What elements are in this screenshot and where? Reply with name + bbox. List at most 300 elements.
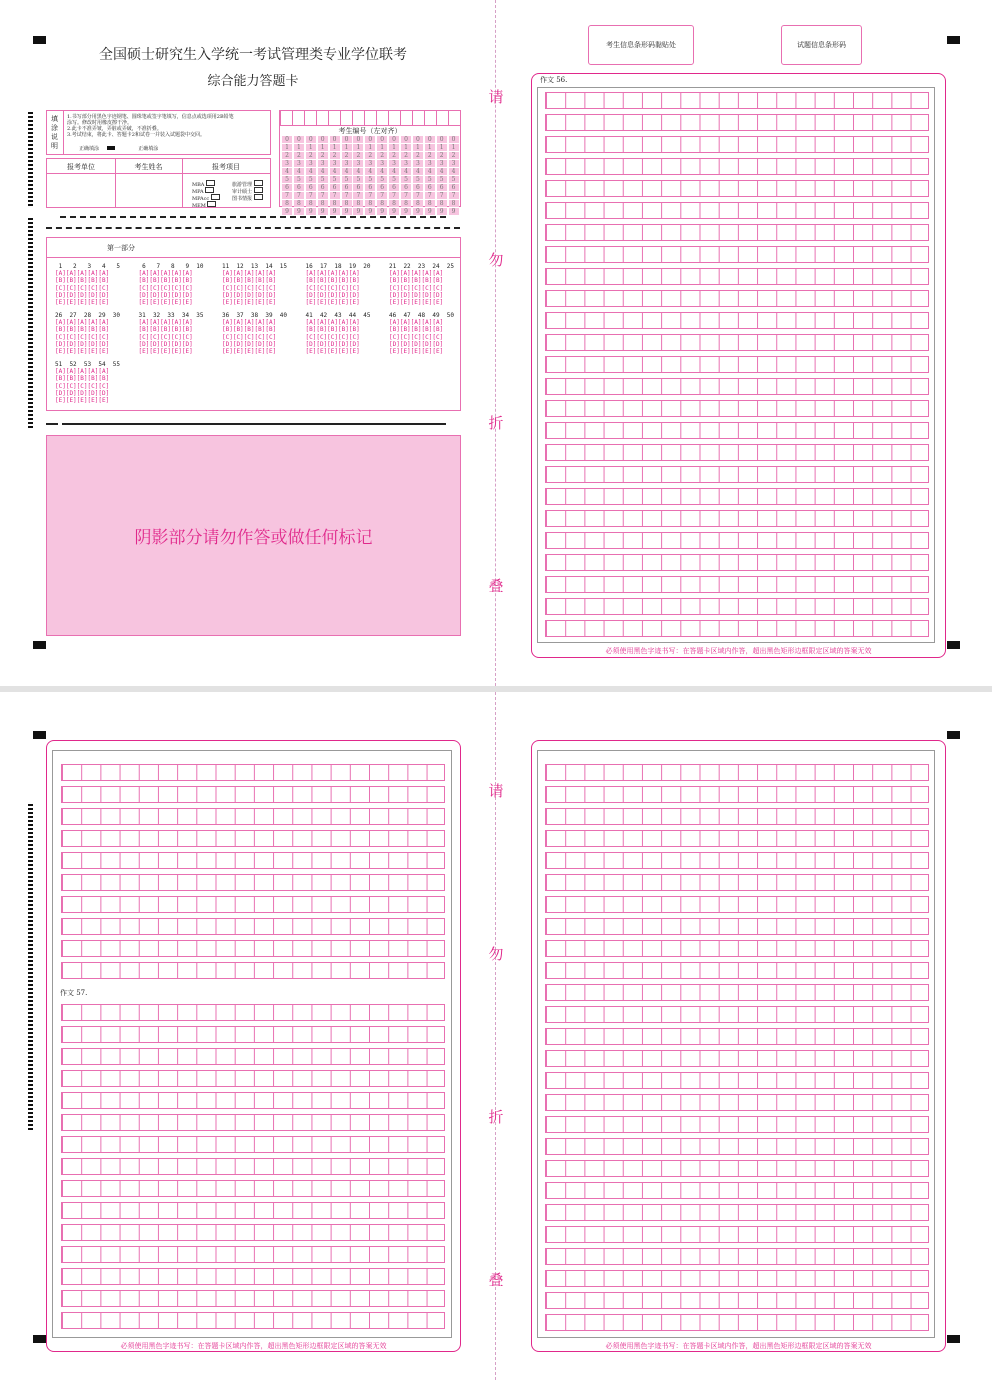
choice-row[interactable]: [B][B][B][B][B]	[222, 277, 277, 285]
grid-row[interactable]	[61, 808, 445, 825]
grid-row[interactable]	[545, 918, 929, 935]
exam-id-digit[interactable]: 9	[330, 208, 340, 216]
grid-row[interactable]	[545, 940, 929, 957]
grid-row[interactable]	[545, 532, 929, 549]
project-option[interactable]: MBA	[192, 180, 220, 187]
project-option[interactable]: 审计硕士	[232, 187, 263, 194]
exam-id-digit[interactable]: 8	[413, 200, 423, 208]
exam-id-digit[interactable]: 8	[449, 200, 459, 208]
exam-id-digit[interactable]: 8	[425, 200, 435, 208]
grid-row[interactable]	[545, 1072, 929, 1089]
exam-id-digit[interactable]: 5	[365, 176, 375, 184]
grid-row[interactable]	[61, 786, 445, 803]
choice-row[interactable]: [D][D][D][D][D]	[305, 291, 360, 299]
choice-row[interactable]: [E][E][E][E][E]	[222, 348, 277, 356]
exam-id-digit[interactable]: 7	[425, 192, 435, 200]
project-option[interactable]: 旅游管理	[232, 180, 263, 187]
grid-row[interactable]	[61, 1246, 445, 1263]
choice-row[interactable]: [D][D][D][D][D]	[389, 291, 444, 299]
exam-id-digit[interactable]: 5	[437, 176, 447, 184]
exam-id-digit[interactable]: 1	[306, 144, 316, 152]
exam-id-digit[interactable]: 3	[377, 160, 387, 168]
exam-id-digit[interactable]: 8	[306, 200, 316, 208]
choice-row[interactable]: [A][A][A][A][A]	[389, 319, 444, 327]
exam-id-digit[interactable]: 2	[449, 152, 459, 160]
exam-id-digit[interactable]: 5	[377, 176, 387, 184]
exam-id-digit[interactable]: 0	[282, 136, 292, 144]
exam-id-digit[interactable]: 0	[353, 136, 363, 144]
grid-row[interactable]	[545, 1050, 929, 1067]
choice-row[interactable]: [B][B][B][B][B]	[389, 277, 444, 285]
choice-row[interactable]: [B][B][B][B][B]	[389, 326, 444, 334]
choice-row[interactable]: [A][A][A][A][A]	[55, 270, 110, 278]
grid-row[interactable]	[61, 940, 445, 957]
exam-id-digit[interactable]: 3	[389, 160, 399, 168]
exam-id-digit[interactable]: 1	[401, 144, 411, 152]
exam-id-digit[interactable]: 1	[342, 144, 352, 152]
project-option[interactable]: MEM	[192, 201, 220, 208]
exam-id-digit[interactable]: 0	[449, 136, 459, 144]
grid-row[interactable]	[61, 1114, 445, 1131]
exam-id-digit[interactable]: 2	[282, 152, 292, 160]
exam-id-digit-column[interactable]	[353, 136, 363, 216]
exam-id-digit[interactable]: 5	[282, 176, 292, 184]
exam-id-digit[interactable]: 8	[282, 200, 292, 208]
exam-id-digit[interactable]: 9	[425, 208, 435, 216]
grid-row[interactable]	[61, 1048, 445, 1065]
exam-id-digit[interactable]: 7	[282, 192, 292, 200]
exam-id-digit[interactable]: 2	[413, 152, 423, 160]
choice-row[interactable]: [D][D][D][D][D]	[222, 340, 277, 348]
exam-id-digit[interactable]: 8	[294, 200, 304, 208]
exam-id-digit[interactable]: 0	[294, 136, 304, 144]
grid-row[interactable]	[61, 1290, 445, 1307]
exam-id-digit-column[interactable]	[377, 136, 387, 216]
exam-id-digit[interactable]: 7	[330, 192, 340, 200]
grid-row[interactable]	[545, 984, 929, 1001]
choice-row[interactable]: [C][C][C][C][C]	[55, 382, 110, 390]
choice-row[interactable]: [A][A][A][A][A]	[138, 270, 193, 278]
choice-row[interactable]: [D][D][D][D][D]	[55, 291, 110, 299]
grid-row[interactable]	[545, 400, 929, 417]
exam-id-digit[interactable]: 2	[389, 152, 399, 160]
choice-row[interactable]: [B][B][B][B][B]	[55, 277, 110, 285]
choice-row[interactable]: [E][E][E][E][E]	[389, 299, 444, 307]
exam-id-digit[interactable]: 7	[306, 192, 316, 200]
exam-id-digit[interactable]: 4	[282, 168, 292, 176]
exam-id-digit[interactable]: 6	[365, 184, 375, 192]
grid-row[interactable]	[61, 874, 445, 891]
grid-row[interactable]	[545, 1094, 929, 1111]
exam-id-digit[interactable]: 1	[449, 144, 459, 152]
grid-row[interactable]	[545, 1182, 929, 1199]
choice-row[interactable]: [E][E][E][E][E]	[55, 397, 110, 405]
exam-id-digit[interactable]: 1	[425, 144, 435, 152]
exam-id-digit[interactable]: 0	[389, 136, 399, 144]
exam-id-digit[interactable]: 6	[413, 184, 423, 192]
exam-id-digit[interactable]: 9	[413, 208, 423, 216]
exam-id-digit[interactable]: 7	[353, 192, 363, 200]
choice-row[interactable]: [E][E][E][E][E]	[138, 299, 193, 307]
grid-row[interactable]	[545, 356, 929, 373]
choice-row[interactable]: [D][D][D][D][D]	[138, 291, 193, 299]
exam-id-digit[interactable]: 9	[449, 208, 459, 216]
exam-id-digit[interactable]: 4	[306, 168, 316, 176]
exam-id-digit-column[interactable]	[425, 136, 435, 216]
exam-id-digit[interactable]: 4	[342, 168, 352, 176]
exam-id-digit[interactable]: 5	[330, 176, 340, 184]
grid-row[interactable]	[61, 1004, 445, 1021]
exam-id-digit[interactable]: 4	[401, 168, 411, 176]
grid-row[interactable]	[545, 378, 929, 395]
exam-id-digit[interactable]: 9	[377, 208, 387, 216]
grid-row[interactable]	[545, 808, 929, 825]
exam-id-digit[interactable]: 1	[282, 144, 292, 152]
exam-id-digit[interactable]: 8	[377, 200, 387, 208]
choice-row[interactable]: [D][D][D][D][D]	[222, 291, 277, 299]
exam-id-digit[interactable]: 3	[401, 160, 411, 168]
grid-row[interactable]	[545, 202, 929, 219]
project-option[interactable]: MPAcc	[192, 194, 220, 201]
grid-row[interactable]	[61, 1092, 445, 1109]
exam-id-digit[interactable]: 9	[342, 208, 352, 216]
exam-id-digit[interactable]: 9	[294, 208, 304, 216]
choice-row[interactable]: [D][D][D][D][D]	[55, 340, 110, 348]
exam-id-digit[interactable]: 0	[330, 136, 340, 144]
grid-row[interactable]	[545, 620, 929, 637]
grid-row[interactable]	[545, 1160, 929, 1177]
grid-row[interactable]	[545, 962, 929, 979]
exam-id-digit[interactable]: 0	[425, 136, 435, 144]
choice-row[interactable]: [A][A][A][A][A]	[222, 270, 277, 278]
exam-id-digit[interactable]: 9	[401, 208, 411, 216]
exam-id-digit[interactable]: 8	[353, 200, 363, 208]
choice-row[interactable]: [E][E][E][E][E]	[305, 299, 360, 307]
grid-row[interactable]	[545, 1292, 929, 1309]
choice-row[interactable]: [E][E][E][E][E]	[389, 348, 444, 356]
choice-row[interactable]: [C][C][C][C][C]	[222, 333, 277, 341]
exam-id-digit-column[interactable]	[282, 136, 292, 216]
exam-id-digit[interactable]: 1	[330, 144, 340, 152]
choice-row[interactable]: [A][A][A][A][A]	[305, 270, 360, 278]
exam-id-digit[interactable]: 7	[294, 192, 304, 200]
choice-row[interactable]: [E][E][E][E][E]	[55, 348, 110, 356]
exam-id-digit[interactable]: 8	[401, 200, 411, 208]
exam-id-digit[interactable]: 5	[342, 176, 352, 184]
exam-id-digit[interactable]: 4	[449, 168, 459, 176]
grid-row[interactable]	[545, 576, 929, 593]
choice-row[interactable]: [C][C][C][C][C]	[55, 333, 110, 341]
exam-id-digit[interactable]: 6	[425, 184, 435, 192]
exam-id-digit[interactable]: 1	[413, 144, 423, 152]
grid-row[interactable]	[61, 962, 445, 979]
exam-id-digit-column[interactable]	[401, 136, 411, 216]
exam-id-digit-column[interactable]	[342, 136, 352, 216]
choice-row[interactable]: [A][A][A][A][A]	[389, 270, 444, 278]
exam-id-digit[interactable]: 6	[318, 184, 328, 192]
exam-id-digit[interactable]: 6	[437, 184, 447, 192]
exam-id-digit[interactable]: 0	[318, 136, 328, 144]
project-option[interactable]: 图书情报	[232, 194, 263, 201]
exam-id-digit[interactable]: 9	[437, 208, 447, 216]
choice-row[interactable]: [C][C][C][C][C]	[222, 284, 277, 292]
grid-row[interactable]	[545, 466, 929, 483]
grid-row[interactable]	[545, 1204, 929, 1221]
grid-row[interactable]	[545, 786, 929, 803]
exam-id-digit-column[interactable]	[449, 136, 459, 216]
exam-id-digit[interactable]: 7	[389, 192, 399, 200]
choice-row[interactable]: [C][C][C][C][C]	[55, 284, 110, 292]
exam-id-digit[interactable]: 4	[425, 168, 435, 176]
exam-id-digit[interactable]: 1	[318, 144, 328, 152]
exam-id-digit[interactable]: 8	[330, 200, 340, 208]
exam-id-digit[interactable]: 2	[401, 152, 411, 160]
grid-row[interactable]	[545, 1270, 929, 1287]
choice-row[interactable]: [B][B][B][B][B]	[222, 326, 277, 334]
choice-row[interactable]: [E][E][E][E][E]	[55, 299, 110, 307]
choice-row[interactable]: [C][C][C][C][C]	[389, 333, 444, 341]
grid-row[interactable]	[545, 874, 929, 891]
grid-row[interactable]	[545, 290, 929, 307]
exam-id-digit-column[interactable]	[318, 136, 328, 216]
project-option[interactable]: MPA	[192, 187, 220, 194]
exam-id-digit[interactable]: 9	[389, 208, 399, 216]
exam-id-digit[interactable]: 7	[437, 192, 447, 200]
exam-id-digit-column[interactable]	[437, 136, 447, 216]
exam-id-digit[interactable]: 4	[377, 168, 387, 176]
exam-id-digit[interactable]: 7	[365, 192, 375, 200]
choice-row[interactable]: [A][A][A][A][A]	[305, 319, 360, 327]
exam-id-digit[interactable]: 6	[282, 184, 292, 192]
exam-id-digit[interactable]: 7	[318, 192, 328, 200]
grid-row[interactable]	[545, 1248, 929, 1265]
choice-row[interactable]: [D][D][D][D][D]	[138, 340, 193, 348]
grid-row[interactable]	[61, 1224, 445, 1241]
exam-id-digit[interactable]: 8	[365, 200, 375, 208]
grid-row[interactable]	[61, 1026, 445, 1043]
exam-id-digit[interactable]: 7	[377, 192, 387, 200]
grid-row[interactable]	[545, 488, 929, 505]
grid-row[interactable]	[61, 764, 445, 781]
exam-id-digit[interactable]: 2	[353, 152, 363, 160]
choice-row[interactable]: [C][C][C][C][C]	[138, 284, 193, 292]
grid-row[interactable]	[545, 1226, 929, 1243]
grid-row[interactable]	[545, 598, 929, 615]
exam-id-digit[interactable]: 1	[353, 144, 363, 152]
exam-id-digit[interactable]: 5	[306, 176, 316, 184]
exam-id-digit[interactable]: 2	[330, 152, 340, 160]
choice-row[interactable]: [C][C][C][C][C]	[389, 284, 444, 292]
exam-id-digit[interactable]: 3	[449, 160, 459, 168]
exam-id-digit[interactable]: 5	[389, 176, 399, 184]
exam-id-digit[interactable]: 2	[318, 152, 328, 160]
grid-row[interactable]	[545, 1314, 929, 1331]
exam-id-digit[interactable]: 7	[401, 192, 411, 200]
choice-row[interactable]: [B][B][B][B][B]	[55, 326, 110, 334]
exam-id-digit[interactable]: 4	[353, 168, 363, 176]
exam-id-digit[interactable]: 5	[353, 176, 363, 184]
exam-id-digit[interactable]: 7	[449, 192, 459, 200]
choice-row[interactable]: [C][C][C][C][C]	[138, 333, 193, 341]
grid-row[interactable]	[545, 896, 929, 913]
exam-id-digit[interactable]: 7	[413, 192, 423, 200]
grid-row[interactable]	[545, 312, 929, 329]
grid-row[interactable]	[61, 1268, 445, 1285]
exam-id-digit[interactable]: 2	[294, 152, 304, 160]
exam-id-digit[interactable]: 3	[425, 160, 435, 168]
grid-row[interactable]	[545, 554, 929, 571]
grid-row[interactable]	[61, 1136, 445, 1153]
exam-id-digit[interactable]: 6	[449, 184, 459, 192]
grid-row[interactable]	[61, 1202, 445, 1219]
grid-row[interactable]	[545, 830, 929, 847]
grid-row[interactable]	[61, 1070, 445, 1087]
exam-id-digit[interactable]: 4	[413, 168, 423, 176]
exam-id-digit[interactable]: 4	[318, 168, 328, 176]
exam-id-digit[interactable]: 2	[437, 152, 447, 160]
exam-id-digit[interactable]: 9	[306, 208, 316, 216]
choice-row[interactable]: [D][D][D][D][D]	[389, 340, 444, 348]
choice-row[interactable]: [E][E][E][E][E]	[305, 348, 360, 356]
exam-id-digit[interactable]: 5	[449, 176, 459, 184]
grid-row[interactable]	[545, 268, 929, 285]
exam-id-digit[interactable]: 9	[282, 208, 292, 216]
grid-row[interactable]	[545, 180, 929, 197]
exam-id-digit-column[interactable]	[294, 136, 304, 216]
exam-id-digit[interactable]: 6	[401, 184, 411, 192]
grid-row[interactable]	[545, 334, 929, 351]
exam-id-digit[interactable]: 5	[413, 176, 423, 184]
exam-id-digit[interactable]: 4	[389, 168, 399, 176]
exam-id-digit-column[interactable]	[413, 136, 423, 216]
exam-id-digit[interactable]: 4	[330, 168, 340, 176]
exam-id-digit[interactable]: 0	[365, 136, 375, 144]
choice-row[interactable]: [C][C][C][C][C]	[305, 333, 360, 341]
exam-id-digit[interactable]: 0	[401, 136, 411, 144]
exam-id-digit[interactable]: 8	[318, 200, 328, 208]
exam-id-digit[interactable]: 3	[282, 160, 292, 168]
exam-id-digit[interactable]: 1	[389, 144, 399, 152]
choice-row[interactable]: [E][E][E][E][E]	[138, 348, 193, 356]
exam-id-digit[interactable]: 2	[425, 152, 435, 160]
exam-id-digit[interactable]: 6	[389, 184, 399, 192]
exam-id-digit[interactable]: 2	[377, 152, 387, 160]
choice-row[interactable]: [D][D][D][D][D]	[55, 389, 110, 397]
grid-row[interactable]	[545, 136, 929, 153]
grid-row[interactable]	[545, 114, 929, 131]
grid-row[interactable]	[545, 1138, 929, 1155]
exam-id-digit[interactable]: 0	[377, 136, 387, 144]
choice-row[interactable]: [A][A][A][A][A]	[55, 368, 110, 376]
exam-id-digit[interactable]: 2	[342, 152, 352, 160]
exam-id-digit[interactable]: 5	[318, 176, 328, 184]
grid-row[interactable]	[61, 830, 445, 847]
grid-row[interactable]	[545, 852, 929, 869]
exam-id-digit[interactable]: 3	[330, 160, 340, 168]
exam-id-digit[interactable]: 6	[306, 184, 316, 192]
exam-id-digit[interactable]: 6	[377, 184, 387, 192]
grid-row[interactable]	[61, 896, 445, 913]
exam-id-digit[interactable]: 9	[318, 208, 328, 216]
exam-id-digit[interactable]: 9	[353, 208, 363, 216]
exam-id-digit[interactable]: 2	[365, 152, 375, 160]
exam-id-digit[interactable]: 4	[365, 168, 375, 176]
exam-id-digit[interactable]: 3	[342, 160, 352, 168]
exam-id-digit-column[interactable]	[306, 136, 316, 216]
grid-row[interactable]	[545, 1006, 929, 1023]
choice-row[interactable]: [B][B][B][B][B]	[55, 375, 110, 383]
exam-id-digit[interactable]: 1	[294, 144, 304, 152]
exam-id-digit[interactable]: 3	[437, 160, 447, 168]
exam-id-digit[interactable]: 8	[389, 200, 399, 208]
grid-row[interactable]	[545, 158, 929, 175]
exam-id-digit[interactable]: 5	[425, 176, 435, 184]
choice-row[interactable]: [A][A][A][A][A]	[138, 319, 193, 327]
grid-row[interactable]	[545, 1116, 929, 1133]
exam-id-digit[interactable]: 0	[306, 136, 316, 144]
exam-id-digit[interactable]: 6	[330, 184, 340, 192]
exam-id-digit[interactable]: 2	[306, 152, 316, 160]
grid-row[interactable]	[545, 246, 929, 263]
choice-row[interactable]: [A][A][A][A][A]	[55, 319, 110, 327]
grid-row[interactable]	[545, 92, 929, 109]
exam-id-digit[interactable]: 5	[294, 176, 304, 184]
exam-id-digit[interactable]: 8	[437, 200, 447, 208]
exam-id-digit[interactable]: 3	[353, 160, 363, 168]
choice-row[interactable]: [B][B][B][B][B]	[305, 277, 360, 285]
grid-row[interactable]	[545, 224, 929, 241]
exam-id-digit[interactable]: 3	[306, 160, 316, 168]
choice-row[interactable]: [D][D][D][D][D]	[305, 340, 360, 348]
choice-row[interactable]: [B][B][B][B][B]	[305, 326, 360, 334]
exam-id-digit[interactable]: 4	[294, 168, 304, 176]
exam-id-digit[interactable]: 4	[437, 168, 447, 176]
exam-id-digit-column[interactable]	[389, 136, 399, 216]
exam-id-digit[interactable]: 6	[294, 184, 304, 192]
exam-id-digit[interactable]: 1	[437, 144, 447, 152]
exam-id-digit[interactable]: 9	[365, 208, 375, 216]
choice-row[interactable]: [B][B][B][B][B]	[138, 277, 193, 285]
exam-id-digit[interactable]: 5	[401, 176, 411, 184]
exam-id-digit[interactable]: 1	[365, 144, 375, 152]
choice-row[interactable]: [A][A][A][A][A]	[222, 319, 277, 327]
choice-row[interactable]: [E][E][E][E][E]	[222, 299, 277, 307]
grid-row[interactable]	[61, 852, 445, 869]
grid-row[interactable]	[545, 764, 929, 781]
exam-id-digit[interactable]: 6	[353, 184, 363, 192]
exam-id-digit[interactable]: 3	[365, 160, 375, 168]
exam-id-digit[interactable]: 3	[294, 160, 304, 168]
grid-row[interactable]	[61, 1158, 445, 1175]
exam-id-digit[interactable]: 3	[413, 160, 423, 168]
grid-row[interactable]	[61, 918, 445, 935]
grid-row[interactable]	[545, 510, 929, 527]
exam-id-digit[interactable]: 8	[342, 200, 352, 208]
grid-row[interactable]	[61, 1312, 445, 1329]
grid-row[interactable]	[545, 1028, 929, 1045]
exam-id-digit[interactable]: 6	[342, 184, 352, 192]
grid-row[interactable]	[545, 444, 929, 461]
exam-id-digit[interactable]: 0	[413, 136, 423, 144]
exam-id-digit[interactable]: 7	[342, 192, 352, 200]
exam-id-digit-column[interactable]	[330, 136, 340, 216]
exam-id-digit[interactable]: 1	[377, 144, 387, 152]
exam-id-digit[interactable]: 0	[342, 136, 352, 144]
exam-id-digit-column[interactable]	[365, 136, 375, 216]
choice-row[interactable]: [C][C][C][C][C]	[305, 284, 360, 292]
grid-row[interactable]	[545, 422, 929, 439]
exam-id-digit[interactable]: 3	[318, 160, 328, 168]
